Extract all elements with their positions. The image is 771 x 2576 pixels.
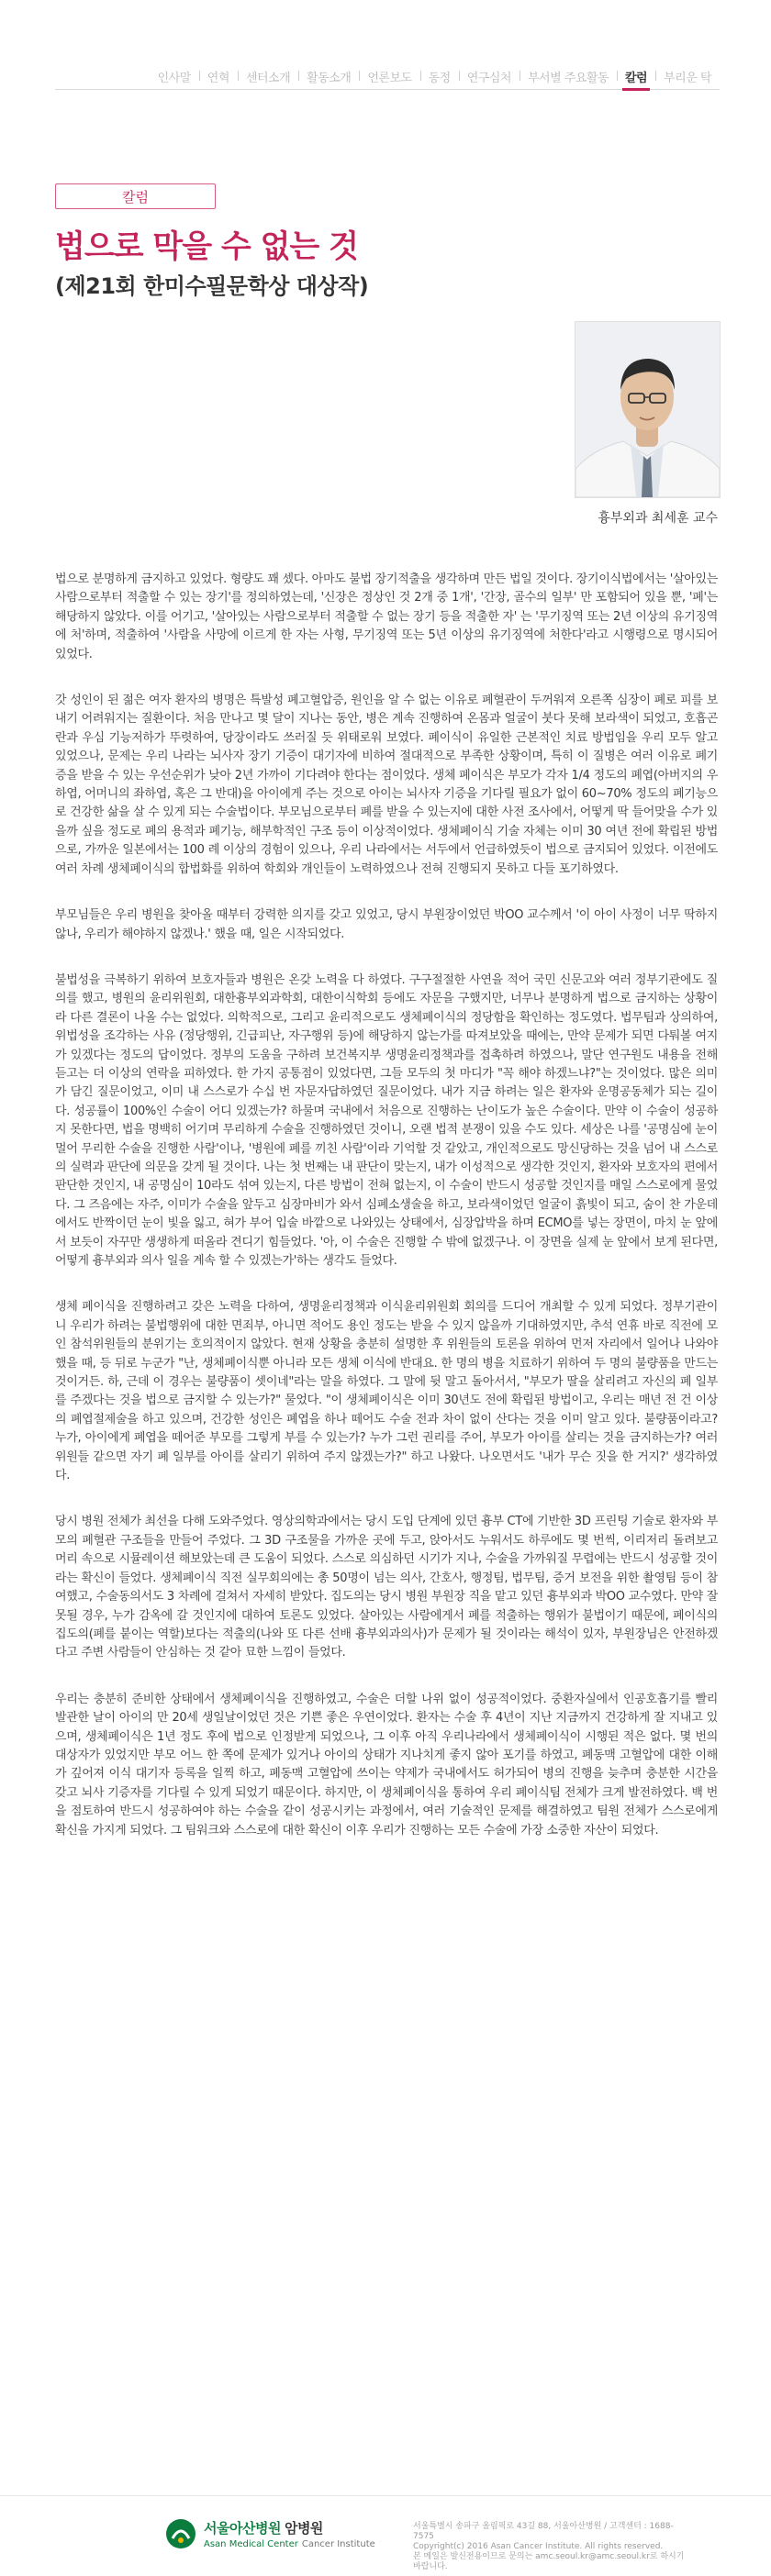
nav-item-department-activities[interactable]: 부서별 주요활동 — [520, 53, 617, 90]
hospital-name-english — [204, 2539, 375, 2549]
footer — [0, 2495, 771, 2576]
article-paragraph: 부모님들은 우리 병원을 찾아올 때부터 강력한 의지를 갖고 있었고, 당시 부원장이었던 박OO 교수께서 '이 아이 사정이 너무 딱하지 않나, 우리가 해야하지 않겠나.' 했을 때, 일은 시작되었다. — [55, 908, 718, 941]
footer-address: 서울특별시 송파구 올림픽로 43길 88, 서울아산병원 / 고객센터 : 1688-7575 — [413, 2522, 674, 2541]
cancer-institute-en: Cancer Institute — [301, 2539, 375, 2549]
footer-notice: 본 메일은 발신전용이므로 문의는 amc.seoul.kr@amc.seoul.kr로 하시기 바랍니다. — [413, 2552, 685, 2571]
hospital-name-ko: 서울아산병원 — [204, 2520, 281, 2537]
nav-item-last[interactable]: 부리운 탁 — [655, 53, 720, 90]
article-paragraph: 불법성을 극복하기 위하여 보호자들과 병원은 온갖 노력을 다 하였다. 구구절절한 사연을 적어 국민 신문고와 여러 정부기관에도 질의를 했고, 병원의 윤리위원회, 대한흉부외과학회, 대한이식학회 등에도 자문을 구했지만, 너무나 분명하게 법으로 금지하는 상황이라 다른 결론이 나올 수는 없었다. 의학적으로, 그리고 윤리적으로도 생체폐이식의 정당함을 확인하는 정도였다. 법무팀과 상의하여, 위법성을 조각하는 사유 (정당행위, 긴급피난, 자구행위 등)에 해당하지 않는가를 따져보았을 때에는, 만약 문제가 되면 다퉈볼 여지가 있겠다는 정도의 답이었다. 정부의 도움을 구하려 보건복지부 생명윤리정책과를 접촉하려 하였으나, 말단 연구원도 내용을 전해 듣고는 더 이상의 연락을 피하였다. 한 가지 공통점이 있었다면, 그들 모두의 첫 마디가 "꼭 해야 하겠느냐?"는 것이었다. 많은 의미가 담긴 질문이었고, 이미 내 스스로가 수십 번 자문자답하였던 질문이었다. 내가 지금 하려는 일은 환자와 운명공동체가 되는 길이다. 성공률이 100%인 수술이 어디 있겠는가? 하물며 국내에서 처음으로 진행하는 난이도가 높은 수술이다. 만약 이 수술이 성공하지 못한다면, 법을 명백히 어기며 무리하게 수술을 진행하였던 것이니, 오랜 법적 분쟁이 있을 수도 있다. 세상은 나를 '공명심에 눈이 멀어 무리한 수술을 진행한 사람'이나, '병원에 폐를 끼친 사람'이라 기억할 것 같았고, 개인적으로도 망신당하는 것을 넘어 내 스스로의 실력과 판단에 의문을 갖게 될 것이다. 나는 첫 번째는 내 판단이 맞는지, 내가 이성적으로 생각한 것인지, 환자와 보호자의 편에서 판단한 것인지, 내 공명심이 10라도 섞여 있는지, 다른 방법이 전혀 없는지, 이 수술이 반드시 성공할 것인지를 매일 스스로에게 물었다. 그 즈음에는 자주, 이미가 수술을 앞두고 심장마비가 와서 심폐소생술을 하고, 보라색이었던 얼굴이 흙빛이 되고, 숨이 찬 가운데에서도 반짝이던 눈이 빛을 잃고, 혀가 부어 입술 바깥으로 나와있는 상태에서, 심장압박을 하며 ECMO를 넣는 장면이, 마치 눈 앞에서 보듯이 자꾸만 생생하게 떠올라 견디기 힘들었다. '아, 이 수술은 진행할 수 밖에 없겠구나. 이 장면을 실제 눈 앞에서 보게 된다면, 어떻게 흉부외과 의사 일을 계속 할 수 있겠는가'하는 생각도 들었다. — [55, 972, 718, 1268]
footer-copyright: Copyright(c) 2016 Asan Cancer Institute. All rights reserved. — [413, 2542, 664, 2551]
nav-item-history[interactable]: 연혁 — [199, 53, 238, 90]
nav-item-greeting[interactable]: 인사말 — [157, 72, 191, 85]
hospital-name-en: Asan Medical Center — [204, 2539, 298, 2549]
nav-item-column[interactable]: 칼럼 — [617, 53, 655, 90]
author-caption: 흉부외과 최세훈 교수 — [598, 511, 718, 526]
hospital-name-korean — [204, 2518, 375, 2537]
article-paragraph: 당시 병원 전체가 최선을 다해 도와주었다. 영상의학과에서는 당시 도입 단계에 있던 흉부 CT에 기반한 3D 프린팅 기술로 환자와 부모의 폐혈관 구조들을 만들어 주었다. 그 3D 구조물을 가까운 곳에 두고, 앉아서도 누워서도 하루에도 몇 번씩, 이리저리 돌려보고 머리 속으로 시뮬레이션 해보았는데 큰 도움이 되었다. 스스로 의심하던 시기가 지나, 수술을 가까워질 무렵에는 반드시 성공할 것이라는 확신이 들었다. 생체폐이식 직전 실무회의에는 총 50명이 넘는 의사, 간호사, 행정팀, 법무팀, 증거 보전을 위한 촬영팀 등이 참여했고, 수술동의서도 3 차례에 걸쳐서 자세히 받았다. 집도의는 당시 병원 부원장 직을 맡고 있던 흉부외과 박OO 교수였다. 만약 잘못될 경우, 누가 감옥에 갈 것인지에 대하여 토론도 있었다. 살아있는 사람에게서 폐를 적출하는 행위가 불법이기 때문에, 폐이식의 집도의(폐를 붙이는 역할)보다는 적출의(나와 또 다른 선배 흉부외과의사)가 문제가 될 것이라는 해석이 있자, 부원장님은 안전하겠다고 주변 사람들이 안심하는 것 같아 묘한 느낌이 들었다. — [55, 1515, 718, 1660]
article-body — [55, 571, 718, 1868]
author-photo — [575, 321, 721, 498]
hospital-logo[interactable] — [165, 2518, 375, 2549]
article-subtitle: (제21회 한미수필문학상 대상작) — [55, 273, 369, 299]
footer-info — [413, 2522, 688, 2572]
article-paragraph: 법으로 분명하게 금지하고 있었다. 형량도 꽤 셌다. 아마도 불법 장기적출을 생각하며 만든 법일 것이다. 장기이식법에서는 '살아있는 사람으로부터 적출할 수 있는 장기'를 정의하였는데, '신장은 정상인 것 2개 중 1개', '간장, 골수의 일부' 만 포함되어 있을 뿐, '폐'는 해당하지 않았다. 이를 어기고, '살아있는 사람으로부터 적출할 수 없는 장기 등을 적출한 자' 는 '무기징역 또는 2년 이상의 유기징역에 처'하며, 적출하여 '사람을 사망에 이르게 한 자는 사형, 무기징역 또는 5년 이상의 유기징역에 처한다'라고 시행령으로 명시되어 있었다. — [55, 572, 718, 661]
cancer-institute-ko: 암병원 — [284, 2520, 323, 2537]
article-paragraph: 생체 폐이식을 진행하려고 갖은 노력을 다하여, 생명윤리정책과 이식윤리위원회 회의를 드디어 개최할 수 있게 되었다. 정부기관이니 우리가 하려는 불법행위에 대한 면죄부, 아니면 적어도 용인 정도는 받을 수 있지 않을까 기대하였지만, 추석 연휴 바로 직전에 모인 참석위원들의 분위기는 호의적이지 않았다. 현재 상황을 충분히 설명한 후 위원들의 토론을 위하여 먼저 자리에서 일어나 나와야 했을 때, 등 뒤로 누군가 "난, 생체폐이식뿐 아니라 모든 생체 이식에 반대요. 한 명의 병을 치료하기 위하여 두 명의 불량품을 만드는 것이거든. 하, 근데 이 경우는 불량품이 셋이네"라는 말을 하였다. 그 말에 뒷 말고 돌아서서, "부모가 딸을 살리려고 자신의 폐 일부를 주겠다는 것을 법으로 금지할 수 있는가?" 물었다. "이 생체폐이식은 이미 30년도 전에 확립된 방법이고, 우리는 매년 전 건 이상의 폐엽절제술을 하고 있으며, 건강한 성인은 폐엽을 하나 떼어도 수술 전과 차이 없이 산다는 것을 이미 알고 있다. 불량품이라고? 누가, 아이에게 폐엽을 떼어준 부모를 그렇게 부를 수 있는가? 누가 그런 권리를 주어, 부모가 아이를 살리는 것을 금지하는가? 여러 위원들 같으면 자기 폐 일부를 아이를 살리기 위하여 주지 않겠는가?" 하고 나왔다. 나오면서도 '내가 무슨 짓을 한 거지?' 생각하였다. — [55, 1300, 718, 1483]
article-title: 법으로 막을 수 없는 것 — [55, 228, 358, 265]
nav-item-center-intro[interactable]: 센터소개 — [238, 53, 298, 90]
hospital-emblem-icon — [165, 2518, 196, 2549]
hospital-name-block — [204, 2518, 375, 2549]
top-nav — [55, 53, 720, 90]
article-paragraph: 우리는 충분히 준비한 상태에서 생체폐이식을 진행하였고, 수술은 더할 나위 없이 성공적이었다. 중환자실에서 인공호흡기를 빨리 발관한 날이 아이의 만 20세 생일날이었던 것은 기쁜 좋은 우연이었다. 환자는 수술 후 4년이 지난 지금까지 건강하게 잘 지내고 있으며, 생체폐이식은 1년 정도 후에 법으로 인정받게 되었으나, 그 이후 아직 우리나라에서 생체폐이식이 시행된 적은 없다. 몇 번의 대상자가 있었지만 부모 어느 한 쪽에 문제가 있거나 아이의 상태가 지나치게 좋지 않아 포기를 하였고, 폐동맥 고혈압에 대한 이해가 깊어져 이식 대기자 등록을 일찍 하고, 폐동맥 고혈압에 쓰이는 약제가 국내에서도 허가되어 병의 진행을 늦추며 충분한 시간을 갖고 뇌사 기증자를 기다릴 수 있게 되었기 때문이다. 하지만, 이 생체폐이식을 통하여 우리 폐이식팀 전체가 크게 발전하였다. 백 번을 점토하여 반드시 성공하여야 하는 수술을 같이 성공시키는 과정에서, 여러 기술적인 문제를 해결하였고 팀원 전체가 스스로에게 확신을 가지게 되었다. 그 팀워크와 스스로에 대한 확신이 이후 우리가 진행하는 모든 수술에 가장 소중한 자산이 되었다. — [55, 1692, 718, 1838]
nav-item-activities[interactable]: 활동소개 — [298, 53, 359, 90]
author-portrait-image — [575, 322, 720, 497]
category-badge: 칼럼 — [55, 183, 216, 209]
nav-item-research[interactable]: 연구심처 — [459, 53, 520, 90]
nav-item-press[interactable]: 언론보도 — [359, 53, 419, 90]
article-paragraph: 갓 성인이 된 젊은 여자 환자의 병명은 특발성 폐고혈압증, 원인을 알 수 없는 이유로 폐혈관이 두꺼워져 오른쪽 심장이 폐로 피를 보내기 어려워지는 질환이다. 처음 만나고 몇 달이 지나는 동안, 병은 계속 진행하여 온몸과 얼굴이 붓다 못해 보라색이 되었고, 호흡곤란과 우심 기능저하가 뚜렷하여, 당장이라도 쓰러질 듯 위태로워 보였다. 폐이식이 유일한 근본적인 치료 방법임을 우리 모두 알고 있었으나, 문제는 우리 나라는 뇌사자 장기 기증이 대기자에 비하여 절대적으로 부족한 상황이며, 특히 이 질병은 여러 이유로 폐기증을 받을 수 있는 우선순위가 낮아 2년 가까이 기다려야 한다는 점이었다. 생체 폐이식은 부모가 각자 1/4 정도의 폐엽(아버지의 우하엽, 어머니의 좌하엽, 혹은 그 반대)을 아이에게 주는 것으로 아이는 뇌사자 기증을 기다릴 필요가 없이 60~70% 정도의 폐기능으로 건강한 삶을 살 수 있게 되는 수술법이다. 부모님으로부터 폐를 받을 수 있는지에 대한 사전 조사에서, 어떻게 딱 들어맞을 수가 있을까 싶을 정도로 폐의 용적과 폐기능, 해부학적인 구조 등이 이상적이었다. 생체폐이식 기술 자체는 이미 30 여년 전에 확립된 방법으로, 가까운 일본에서는 100 례 이상의 경험이 있으나, 우리 나라에서는 서두에서 언급하였듯이 법으로 금지되어 있었다. 이전에도 여러 차례 생체폐이식의 합법화를 위하여 학회와 개인들이 노력하였으나 전혀 진행되지 못하고 다들 포기하였다. — [55, 694, 718, 876]
nav-item-news[interactable]: 동정 — [420, 53, 459, 90]
